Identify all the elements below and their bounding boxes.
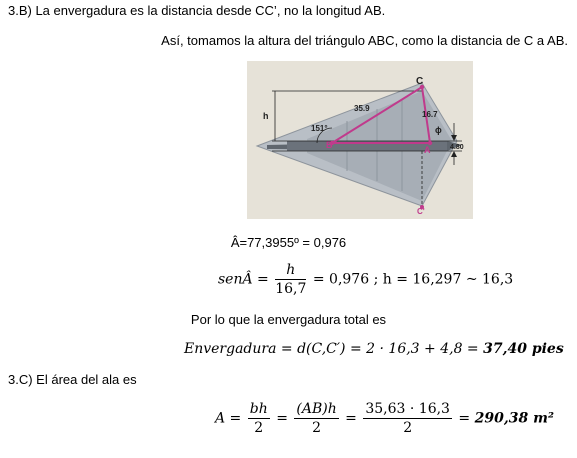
delta-wing-figure: [247, 61, 473, 219]
envergadura-equation: [184, 341, 564, 357]
sen-frac-num: h: [275, 261, 306, 280]
fig-label-a: A: [424, 145, 431, 155]
section-heading-3b: 3.B) La envergadura es la distancia desde CC’, no la longitud AB.: [8, 3, 386, 18]
fig-label-phi: ϕ: [435, 125, 442, 135]
area-frac-1: [248, 400, 270, 437]
area-f2-den: 2: [312, 420, 321, 436]
area-f2-num: (AB)h: [296, 401, 337, 417]
area-equation: [215, 400, 554, 437]
sen-frac-den: 16,7: [275, 281, 307, 297]
area-frac-2: [294, 400, 338, 437]
area-f3-num: 35,63 · 16,3: [365, 401, 450, 417]
paragraph-altura: Así, tomamos la altura del triángulo ABC, como la distancia de C a AB.: [161, 33, 568, 48]
area-f3-den: 2: [403, 420, 413, 436]
area-eq-sign-1: =: [276, 410, 288, 427]
fig-label-480: 4.80: [450, 144, 464, 151]
area-eq-sign-3: =: [458, 410, 471, 427]
area-result: 290,38 m²: [474, 410, 555, 427]
area-lhs: A =: [215, 410, 242, 427]
sen-fraction: [275, 261, 306, 298]
sen-lhs: senÂ =: [218, 271, 269, 288]
fig-label-359: 35.9: [354, 104, 370, 113]
paragraph-envergadura: Por lo que la envergadura total es: [190, 312, 387, 327]
area-frac-3: [363, 400, 452, 437]
envergadura-result: 37,40 pies: [483, 341, 564, 357]
sen-equation: [218, 261, 513, 298]
envergadura-lhs: Envergadura = d(C,C′) = 2 · 16,3 + 4,8 =: [184, 341, 484, 357]
section-heading-3c: 3.C) El área del ala es: [8, 372, 137, 387]
fig-label-167: 16.7: [422, 110, 438, 119]
fig-label-h: h: [263, 111, 269, 121]
angle-value: Â=77,3955º = 0,976: [230, 235, 347, 250]
sen-rhs: = 0,976 ; h = 16,297 ~ 16,3: [312, 271, 514, 288]
fig-label-cprime: C': [417, 207, 425, 216]
area-eq-sign-2: =: [345, 410, 357, 427]
area-f1-num: bh: [249, 401, 268, 417]
area-f1-den: 2: [254, 420, 264, 436]
delta-wing-diagram: [247, 61, 473, 219]
fig-label-b: B: [326, 140, 333, 150]
fig-label-151: 151°: [311, 124, 328, 133]
fig-label-c: C: [416, 76, 424, 87]
